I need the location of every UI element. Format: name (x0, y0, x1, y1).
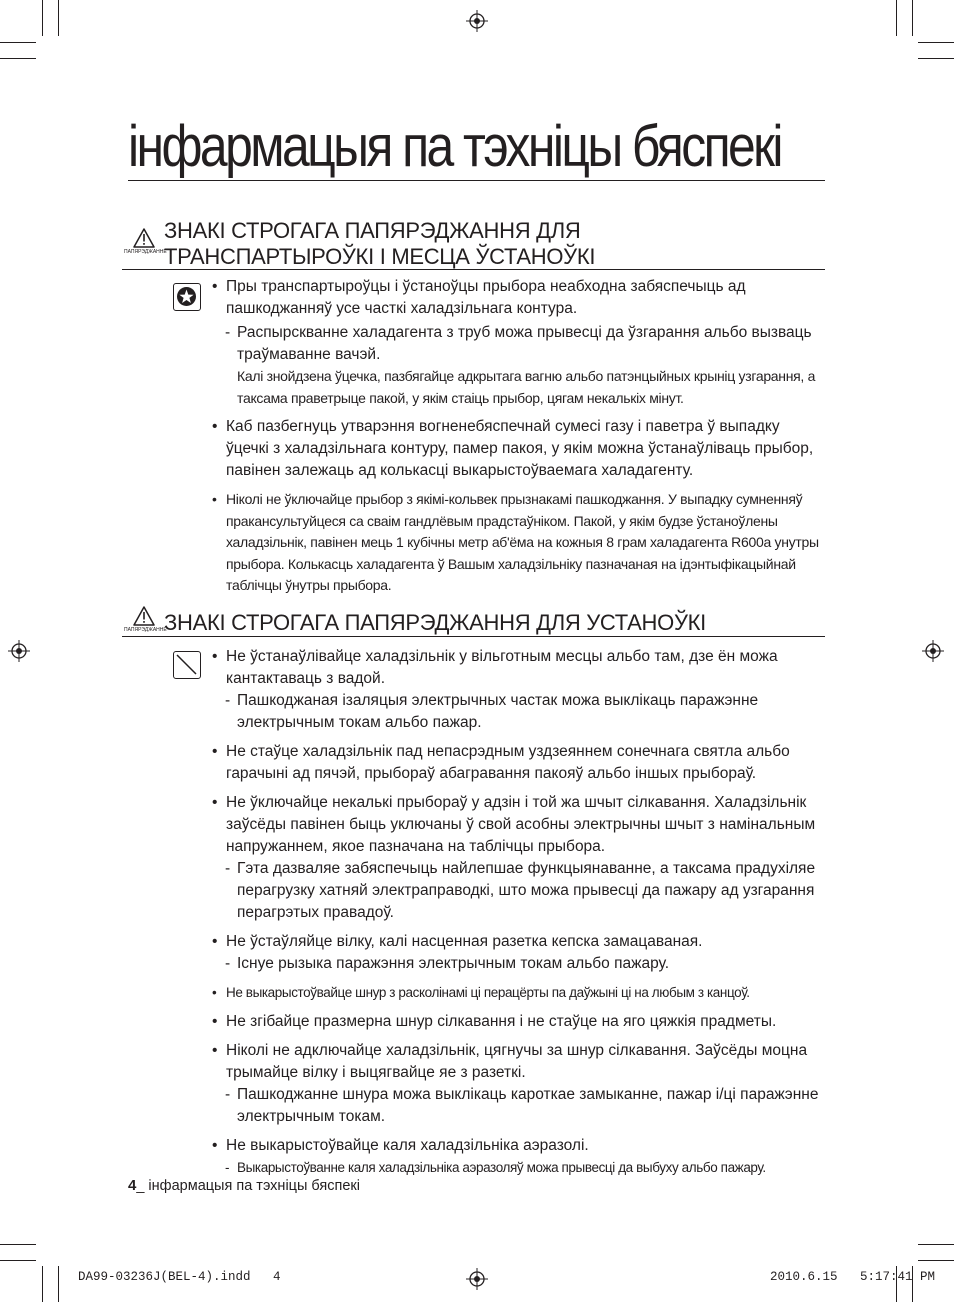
crop-mark (58, 0, 59, 36)
list-item (212, 646, 826, 690)
sub-item (212, 953, 826, 975)
sub-item (212, 690, 826, 734)
sub-item (212, 1084, 826, 1128)
file-info: DA99-03236J(BEL-4).indd 4 (78, 1270, 281, 1284)
warning-label: ПАПЯРЭДЖАННЕ (124, 249, 167, 255)
bullet: • (212, 1136, 218, 1154)
item-text: Не ўстаўляйце вілку, калі насценная разетка кепска замацаваная. (226, 933, 703, 950)
sub-item (212, 322, 826, 366)
note (212, 366, 826, 409)
warning-badge (124, 606, 167, 634)
sub-item (212, 1157, 826, 1179)
dash: - (225, 1159, 230, 1175)
item-text: Не выкарыстоўвайце шнур з расколінамі ці перацёрты па даўжыні ці на любым з канцоў. (226, 985, 750, 1000)
sub-item-text: Пашкоджанне шнура можа выклікаць кароткае замыканне, пажар і/ці паражэнне электрычным токам. (237, 1085, 819, 1125)
list-item (212, 792, 826, 858)
registration-mark-icon (466, 1268, 488, 1290)
print-timestamp: 2010.6.15 5:17:41 PM (770, 1270, 936, 1284)
crop-mark (0, 42, 36, 43)
list-item (212, 489, 826, 597)
section-rule (122, 269, 825, 270)
crop-mark (0, 1260, 36, 1261)
list-item (212, 276, 826, 320)
crop-mark (58, 1266, 59, 1302)
crop-mark (0, 1244, 36, 1245)
bullet: • (212, 648, 218, 665)
sub-item (212, 858, 826, 924)
crop-mark (918, 1244, 954, 1245)
item-text: Не выкарыстоўвайце каля халадзільніка аэразолі. (226, 1136, 589, 1154)
sub-item-text: Пашкоджаная ізаляцыя электрычных частак можа выклікаць паражэнне электрычным токам альбо пажар. (237, 692, 759, 731)
bullet: • (212, 491, 217, 507)
sub-item-text: Выкарыстоўванне каля халадзільніка аэразоляў можа прывесці да выбуху альбо пажару. (237, 1159, 766, 1175)
warning-badge (124, 228, 167, 256)
sub-item-text: Распырскванне халадагента з труб можа прывесці да ўзгарання альбо вызваць траўмаванне вачэй. (237, 324, 812, 363)
bullet: • (212, 985, 217, 1000)
sub-item-text: Існуе рызыка паражэння электрычным токам альбо пажару. (237, 955, 670, 972)
crop-mark (912, 0, 913, 36)
section-heading-line: ЗНАКІ СТРОГАГА ПАПЯРЭДЖАННЯ ДЛЯ (164, 218, 581, 243)
dash: - (225, 1085, 231, 1103)
crop-mark (42, 0, 43, 36)
list-item (212, 1040, 826, 1084)
crop-mark (0, 58, 36, 59)
bullet: • (212, 418, 218, 435)
dash: - (225, 955, 231, 972)
registration-mark-icon (466, 10, 488, 32)
sub-item-text: Гэта дазваляе забяспечыць найлепшае функцыянаванне, а таксама прадухіляе перагрузку хатняй электраправодкі, што можа прывесці да пажару ад узгарання перагрэтых правадоў. (237, 860, 816, 921)
section-heading-line: ТРАНСПАРТЫРОЎКІ І МЕСЦА ЎСТАНОЎКІ (164, 244, 596, 269)
crop-mark (918, 42, 954, 43)
page-number: 4 (128, 1177, 137, 1194)
bullet: • (212, 743, 218, 760)
crop-mark (918, 58, 954, 59)
warning-triangle-icon (133, 228, 155, 248)
title-rule (128, 180, 825, 181)
item-text: Ніколі не ўключайце прыбор з якімі-кольвек прызнакамі пашкоджання. У выпадку сумненняў пракансультуйцеся са сваім гандлёвым прадстаўніком. Пакой, у якім будзе ўстаноўлены халадзільнік, павінен мець 1 кубічны метр аб'ёма на кожныя 8 грам халадагента R600a унутры прыбора. Колькасць халадагента ў Вашым халадзільніку пазначаная на ідэнтыфікацыйнай таблічцы ўнутры прыбора. (226, 491, 819, 593)
item-text: Ніколі не адключайце халадзільнік, цягнучы за шнур сілкавання. Заўсёды моцна трымайце вілку і выцягвайце яе з разеткі. (226, 1041, 808, 1081)
item-text: Не ўключайце некалькі прыбораў у адзін і той жа шчыт сілкавання. Халадзільнік заўсёды павінен быць уключаны ў свой асобны электрычны шчыт з намінальным напружаннем, якое пазначана на таблічцы прыбора. (226, 794, 816, 855)
section-heading: ЗНАКІ СТРОГАГА ПАПЯРЭДЖАННЯ ДЛЯ УСТАНОЎКІ (164, 610, 706, 635)
bullet: • (212, 933, 218, 950)
section-heading (164, 218, 595, 270)
crop-mark (896, 0, 897, 36)
bullet: • (212, 1041, 218, 1059)
bullet: • (212, 794, 218, 811)
note-text: Калі знойдзена ўцечка, пазбягайце адкрытага вагню альбо патэнцыйных крыніц узгарання, а таксама праветрыце пакой, у якім стаіць прыбор, цягам некалькіх мінут. (237, 368, 816, 406)
section-rule (122, 636, 825, 637)
crop-mark (42, 1266, 43, 1302)
dash: - (225, 692, 231, 709)
dash: - (225, 860, 231, 877)
list-item (212, 931, 826, 953)
item-text: Не згібайце празмерна шнур сілкавання і не стаўце на яго цяжкія прадметы. (226, 1012, 777, 1030)
bullet: • (212, 278, 218, 295)
list-item (212, 416, 826, 482)
item-text: Не ўстанаўлівайце халадзільнік у вільготным месцы альбо там, дзе ён можа кантактаваць з вадой. (226, 648, 778, 687)
warning-triangle-icon (133, 606, 155, 626)
crop-mark (918, 1260, 954, 1261)
registration-mark-icon (8, 640, 30, 662)
section1-body (212, 276, 826, 597)
dash: - (225, 324, 231, 341)
star-icon (173, 283, 201, 311)
page-footer (128, 1177, 360, 1194)
list-item (212, 1011, 826, 1033)
page-title: інфармацыя па тэхніцы бяспекі (128, 114, 781, 179)
no-entry-icon (173, 651, 201, 679)
list-item (212, 741, 826, 785)
warning-label: ПАПЯРЭДЖАННЕ (124, 627, 167, 633)
section2-body (212, 646, 826, 1178)
item-text: Не стаўце халадзільнік пад непасрэдным уздзеяннем сонечнага святла альбо гарачыні ад пячэй, прыбораў абагравання пакояў альбо іншых прыбораў. (226, 743, 790, 782)
registration-mark-icon (922, 640, 944, 662)
item-text: Пры транспартыроўцы і ўстаноўцы прыбора неабходна забяспечыць ад пашкоджанняў усе часткі халадзільнага контура. (226, 278, 746, 317)
bullet: • (212, 1012, 218, 1030)
item-text: Каб пазбегнуць утварэння вогненебяспечнай сумесі газу і паветра ў выпадку ўцечкі з халадзільнага контуру, памер пакоя, у якім можна ўстанаўліваць прыбор, павінен залежаць ад колькасці выкарыстоўваемага халадагенту. (226, 418, 814, 479)
page-label: _ інфармацыя па тэхніцы бяспекі (136, 1178, 360, 1194)
list-item (212, 1135, 826, 1157)
list-item (212, 982, 826, 1004)
